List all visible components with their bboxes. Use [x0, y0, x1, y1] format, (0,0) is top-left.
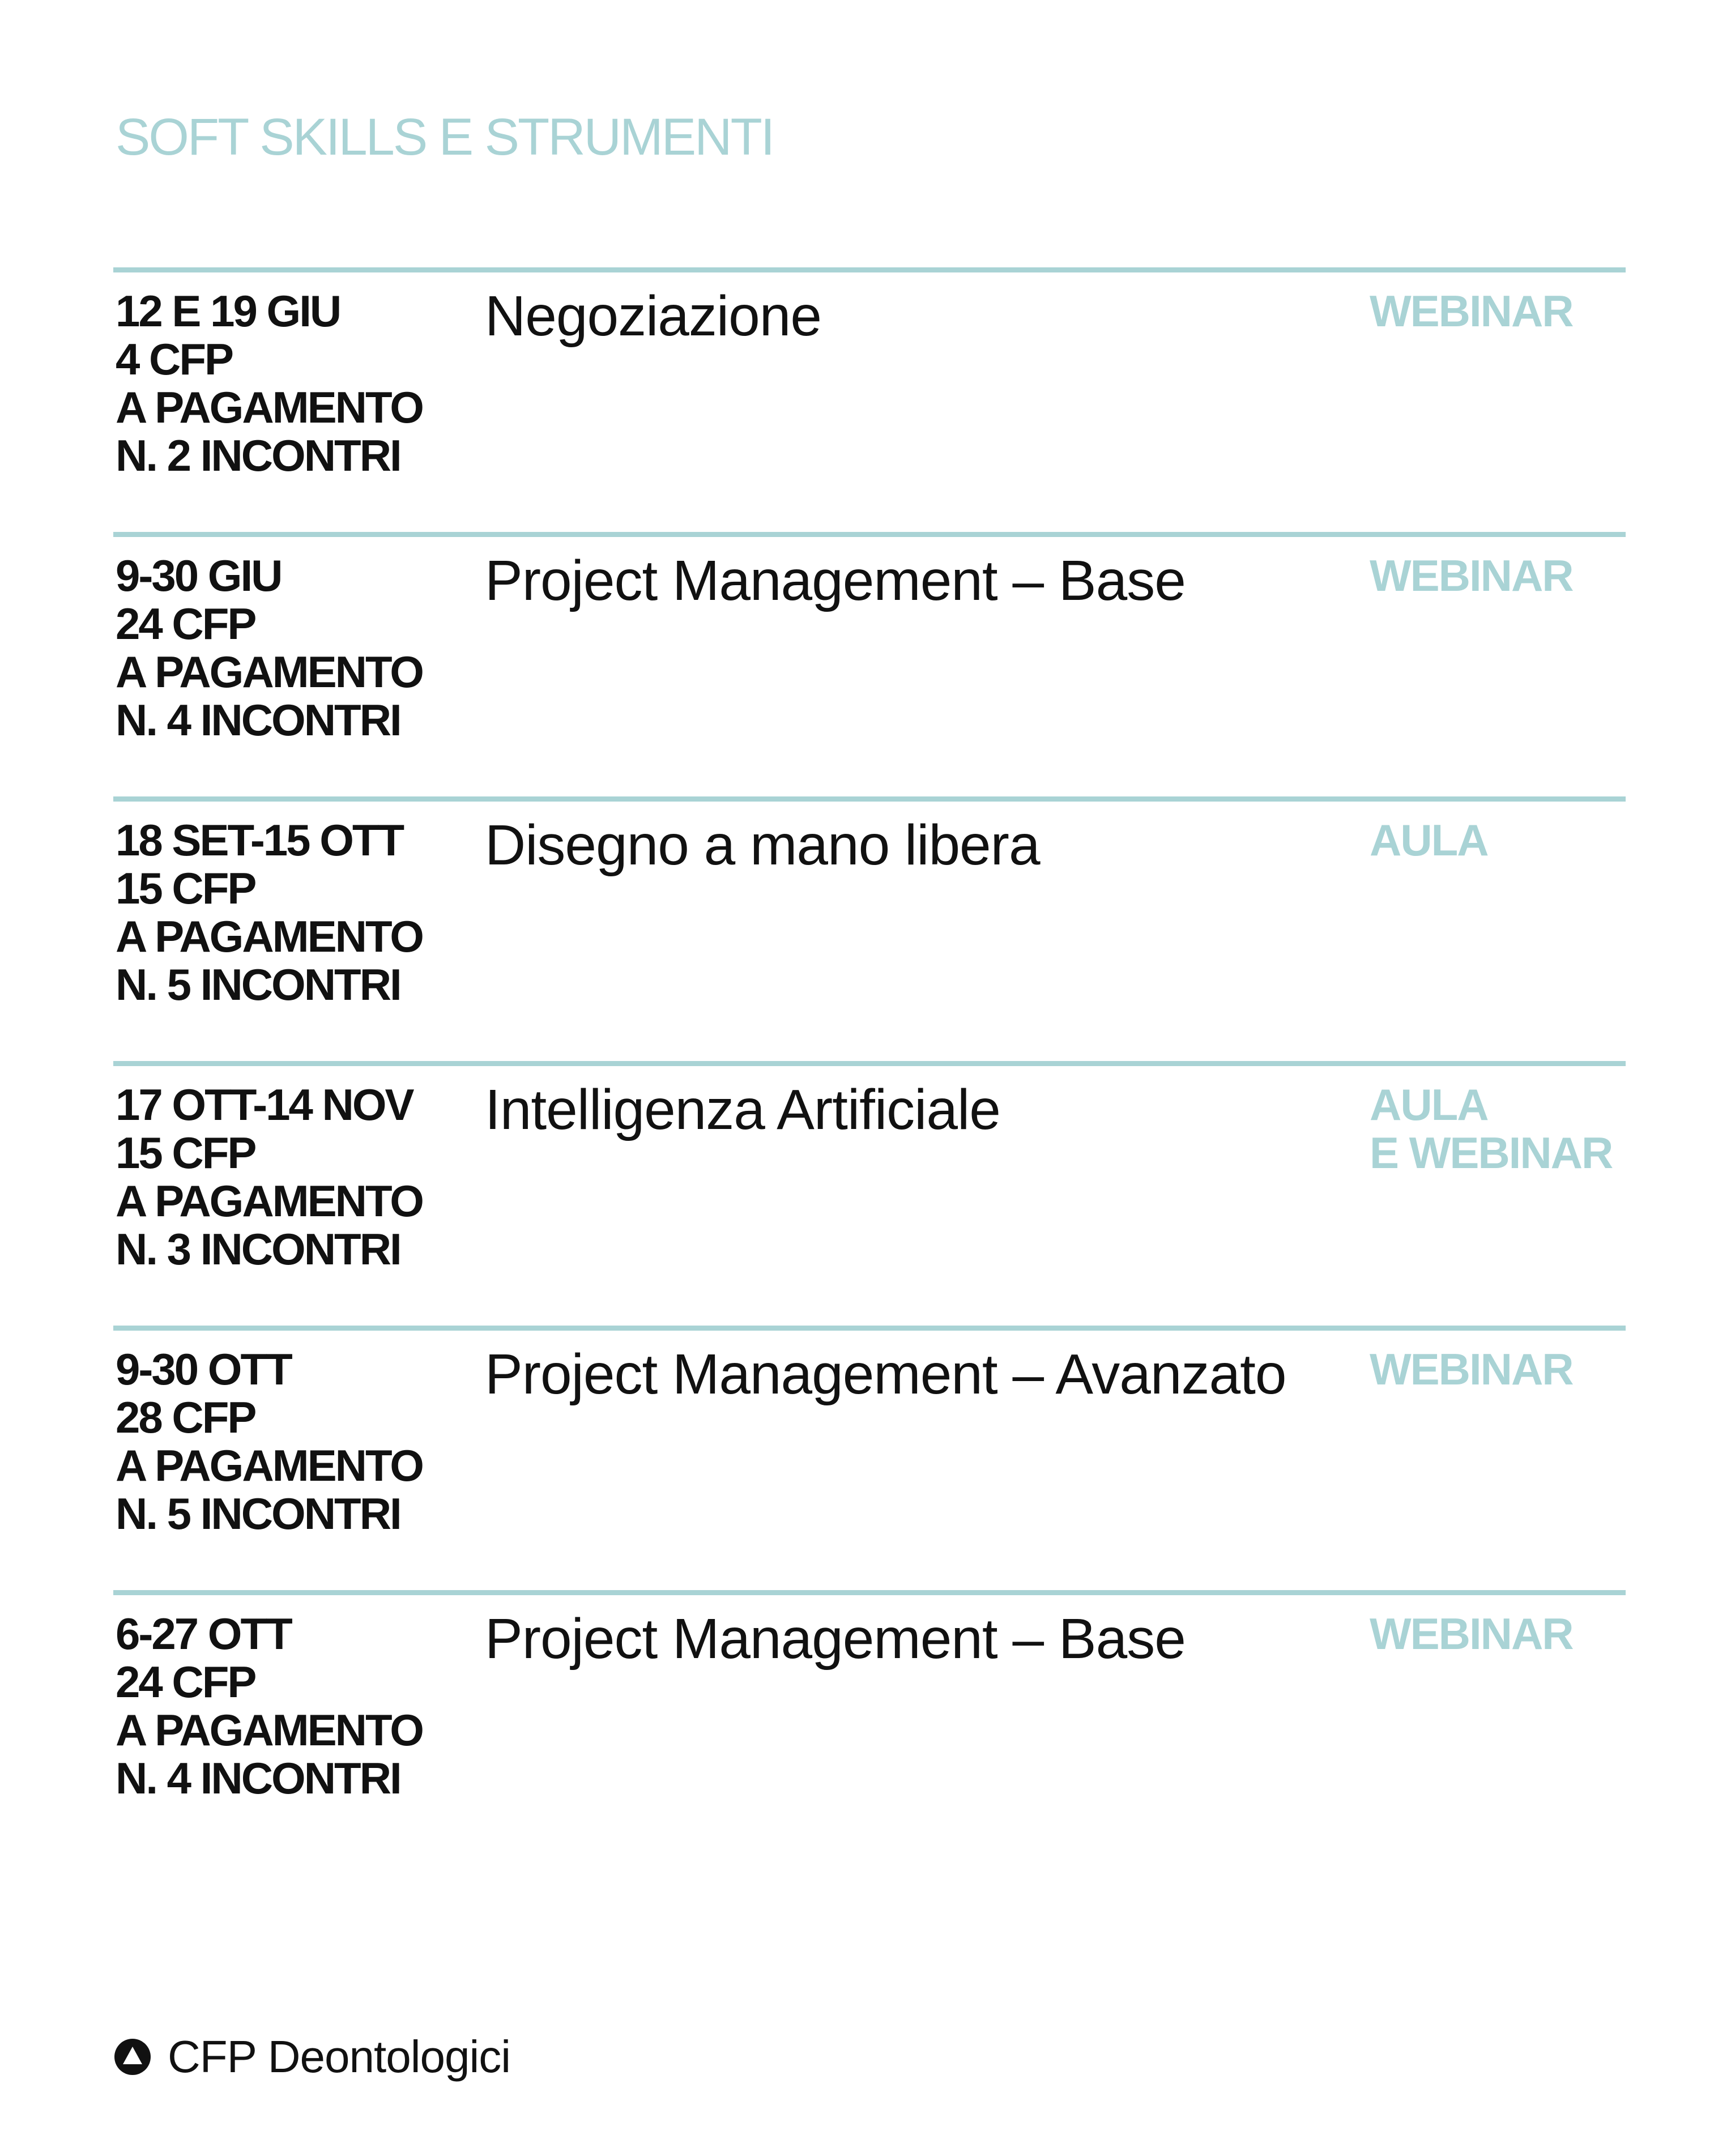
course-payment: A PAGAMENTO	[116, 647, 423, 697]
course-mode: WEBINAR	[1370, 286, 1573, 336]
course-meetings: N. 3 INCONTRI	[116, 1224, 400, 1274]
course-cfp: 24 CFP	[116, 1657, 255, 1707]
course-title: Disegno a mano libera	[485, 813, 1040, 877]
course-title: Intelligenza Artificiale	[485, 1078, 1000, 1141]
course-title: Negoziazione	[485, 284, 821, 348]
course-date: 12 E 19 GIU	[116, 286, 340, 336]
course-title: Project Management – Base	[485, 549, 1186, 612]
course-meta	[116, 1345, 478, 1538]
course-row	[113, 1061, 1626, 1326]
course-payment: A PAGAMENTO	[116, 382, 423, 432]
course-meta	[116, 287, 478, 480]
course-row	[113, 532, 1626, 796]
course-meta	[116, 1081, 478, 1273]
course-cfp: 4 CFP	[116, 334, 233, 384]
course-meetings: N. 4 INCONTRI	[116, 1753, 400, 1803]
course-date: 9-30 GIU	[116, 551, 282, 600]
triangle-in-circle-icon	[113, 2038, 152, 2076]
course-meetings: N. 5 INCONTRI	[116, 960, 400, 1009]
course-cfp: 24 CFP	[116, 599, 255, 649]
course-meta	[116, 552, 478, 744]
course-cfp: 15 CFP	[116, 1128, 255, 1178]
course-mode: WEBINAR	[1370, 1609, 1573, 1659]
course-meetings: N. 5 INCONTRI	[116, 1489, 400, 1539]
section-title: SOFT SKILLS E STRUMENTI	[116, 108, 774, 166]
course-row	[113, 1326, 1626, 1590]
legend-label: CFP Deontologici	[168, 2031, 511, 2082]
course-meetings: N. 4 INCONTRI	[116, 695, 400, 745]
course-payment: A PAGAMENTO	[116, 911, 423, 961]
course-mode: AULA E WEBINAR	[1370, 1080, 1613, 1178]
course-date: 6-27 OTT	[116, 1609, 291, 1659]
course-payment: A PAGAMENTO	[116, 1705, 423, 1755]
course-mode: WEBINAR	[1370, 1344, 1573, 1394]
course-meta	[116, 816, 478, 1009]
course-meta	[116, 1610, 478, 1803]
course-row	[113, 1590, 1626, 1855]
course-mode: AULA	[1370, 815, 1488, 865]
course-title: Project Management – Base	[485, 1607, 1186, 1671]
course-list	[113, 267, 1626, 1855]
course-date: 17 OTT-14 NOV	[116, 1080, 413, 1130]
course-row	[113, 796, 1626, 1061]
course-row	[113, 267, 1626, 532]
course-mode: WEBINAR	[1370, 551, 1573, 600]
legend	[113, 2031, 510, 2082]
course-meetings: N. 2 INCONTRI	[116, 431, 400, 480]
course-cfp: 28 CFP	[116, 1392, 255, 1442]
course-date: 18 SET-15 OTT	[116, 815, 403, 865]
course-cfp: 15 CFP	[116, 863, 255, 913]
course-date: 9-30 OTT	[116, 1344, 291, 1394]
course-payment: A PAGAMENTO	[116, 1176, 423, 1226]
course-title: Project Management – Avanzato	[485, 1343, 1286, 1406]
course-payment: A PAGAMENTO	[116, 1441, 423, 1490]
